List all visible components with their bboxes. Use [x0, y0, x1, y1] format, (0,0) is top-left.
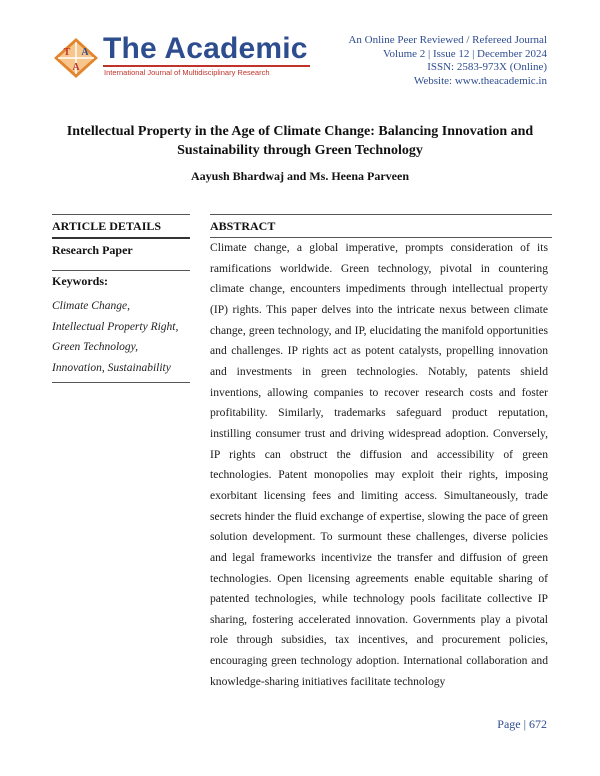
- paper-title: Intellectual Property in the Age of Climate Change: Balancing Innovation and Sustainability through Green Technology: [66, 124, 534, 158]
- logo-letter-t: T: [63, 47, 71, 58]
- keyword-item: Innovation, Sustainability: [52, 361, 171, 374]
- brand-underline: [103, 65, 310, 67]
- brand-subtitle: International Journal of Multidisciplinary Research: [104, 68, 270, 77]
- paper-authors: Aayush Bhardwaj and Ms. Heena Parveen: [190, 169, 409, 183]
- logo-letter-a1: A: [81, 47, 89, 58]
- keywords-label: Keywords:: [52, 274, 108, 288]
- page-number: Page | 672: [497, 717, 547, 731]
- keyword-item: Intellectual Property Right,: [52, 320, 179, 333]
- logo-letter-a2: A: [72, 62, 80, 73]
- abstract-text: Climate change, a global imperative, prompts consideration of its ramifications worldwide. Green technology, pivotal in countering climate change, encounters impediments through intellectual property (IP) rights. This paper delves into the intricate nexus between climate change, green technology, and IP, elucidating the manifold opportunities and challenges. IP rights act as potent catalysts, propelling innovation and investments in green technologies. Notably, patents shield inventions, allowing companies to recover research costs and foster profitability. Similarly, trademarks safeguard product reputation, instilling consumer trust and driving widespread adoption. Conversely, IP rights can obstruct the diffusion and accessibility of green technologies. Patent monopolies may exploit their rights, imposing exorbitant licensing fees and limiting access. Simultaneously, trade secrets hinder the fluid exchange of expertise, slowing the pace of green solution development. To surmount these challenges, diverse policies and legal frameworks incentivize the transfer and diffusion of green technologies. Open licensing agreements enable equitable sharing of patented technologies, while technology pools facilitate collective IP sharing, fostering accelerated innovation. Governments play a pivotal role through subsidies, tax incentives, and procurement policies, encouraging green technology adoption. International collaboration and knowledge-sharing initiatives facilitate technology: [210, 241, 548, 688]
- article-type: Research Paper: [52, 243, 133, 257]
- keywords-list: [52, 296, 192, 378]
- article-type-rule: [52, 270, 190, 271]
- keywords-bottom-rule: [52, 382, 190, 383]
- journal-website-line: Website: www.theacademic.in: [413, 74, 547, 87]
- journal-review-line: An Online Peer Reviewed / Refereed Journal: [348, 34, 547, 46]
- article-details-heading-rule: [52, 237, 190, 239]
- brand-name: The Academic: [103, 32, 308, 65]
- journal-volume-line: Volume 2 | Issue 12 | December 2024: [383, 47, 547, 60]
- journal-issn-line: ISSN: 2583-973X (Online): [427, 61, 547, 74]
- abstract-heading: ABSTRACT: [210, 219, 276, 233]
- journal-header: [0, 0, 600, 100]
- keyword-item: Green Technology,: [52, 341, 139, 353]
- journal-info: [348, 34, 547, 88]
- article-details-top-rule: [52, 214, 190, 215]
- abstract-top-rule: [210, 214, 552, 215]
- journal-logo-icon: [52, 36, 100, 80]
- article-details-heading: ARTICLE DETAILS: [52, 219, 162, 233]
- keyword-item: Climate Change,: [52, 300, 130, 312]
